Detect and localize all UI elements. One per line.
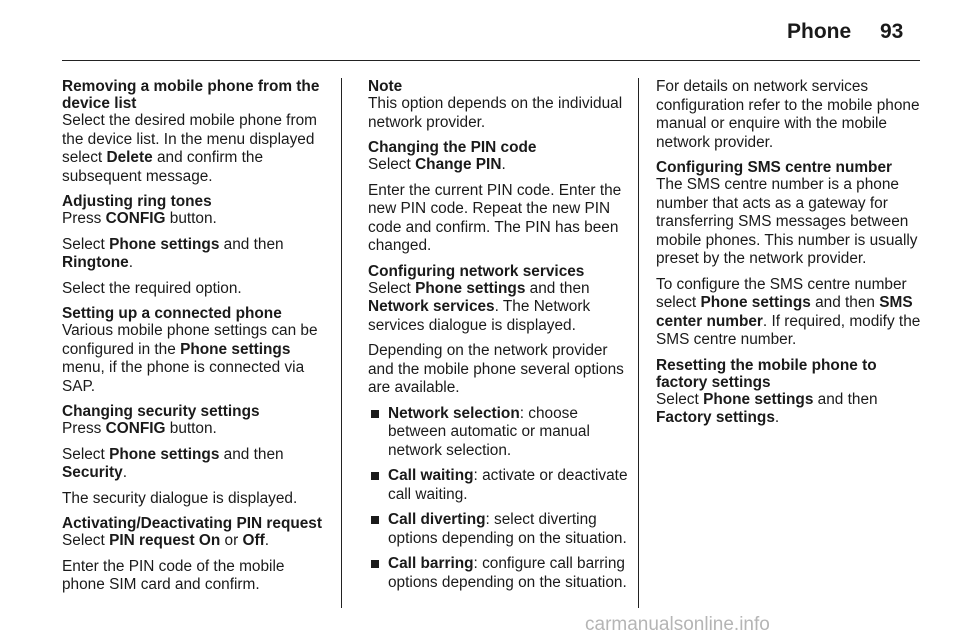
list-item: Network selection: choose between automatic or manual network selection. bbox=[368, 405, 633, 461]
paragraph: Press CONFIG button. bbox=[62, 210, 217, 227]
section-ring-tones bbox=[62, 193, 327, 298]
page-number: 93 bbox=[880, 20, 904, 43]
bullet-square-icon bbox=[371, 516, 379, 524]
column-divider bbox=[341, 78, 342, 608]
section-change-pin bbox=[368, 139, 633, 256]
section-heading: Resetting the mobile phone to factory settings bbox=[656, 356, 877, 391]
paragraph: Select Phone settings and then Security. bbox=[62, 445, 284, 481]
header-rule bbox=[62, 60, 920, 61]
paragraph: To configure the SMS centre number select Phone settings and then SMS center number. If required, modify the SMS centre number. bbox=[656, 275, 921, 348]
note-heading: Note bbox=[368, 78, 403, 95]
paragraph: Select Phone settings and then Ringtone. bbox=[62, 235, 284, 271]
section-heading: Removing a mobile phone from the device list bbox=[62, 78, 320, 112]
options-list bbox=[368, 405, 633, 593]
section-security-settings bbox=[62, 403, 327, 508]
column-1 bbox=[62, 78, 327, 602]
section-connected-phone bbox=[62, 305, 327, 396]
paragraph: Select Phone settings and then Network services. The Network services dialogue is displayed. bbox=[368, 279, 591, 334]
column-3 bbox=[656, 78, 922, 435]
paragraph: Various mobile phone settings can be configured in the Phone settings menu, if the phone is connected via SAP. bbox=[62, 322, 318, 395]
paragraph: The security dialogue is displayed. bbox=[62, 489, 298, 507]
watermark: carmanualsonline.info bbox=[585, 614, 770, 635]
paragraph: The SMS centre number is a phone number that acts as a gateway for transferring SMS messages between mobile phones. This number is usually preset by the network provider. bbox=[656, 176, 918, 267]
list-item: Call waiting: activate or deactivate call waiting. bbox=[368, 467, 633, 504]
section-sms-centre bbox=[656, 159, 922, 350]
section-heading: Setting up a connected phone bbox=[62, 305, 282, 322]
section-heading: Configuring SMS centre number bbox=[656, 159, 892, 176]
section-heading: Changing the PIN code bbox=[368, 139, 537, 156]
section-pin-request bbox=[62, 515, 327, 595]
page-title: Phone bbox=[787, 20, 852, 43]
section-heading: Activating/Deactivating PIN request bbox=[62, 515, 322, 532]
paragraph: For details on network services configuration refer to the mobile phone manual or enquire with the mobile network provider. bbox=[656, 78, 920, 151]
paragraph: Select Change PIN. bbox=[368, 156, 506, 173]
paragraph: Select the required option. bbox=[62, 279, 242, 297]
section-heading: Configuring network services bbox=[368, 262, 585, 280]
list-item: Call diverting: select diverting options depending on the situation. bbox=[368, 511, 633, 548]
paragraph: Press CONFIG button. bbox=[62, 420, 217, 437]
paragraph: Select the desired mobile phone from the device list. In the menu displayed select Delete and confirm the subsequent message. bbox=[62, 112, 317, 185]
section-heading: Adjusting ring tones bbox=[62, 193, 212, 210]
bullet-square-icon bbox=[371, 560, 379, 568]
paragraph: Enter the PIN code of the mobile phone SIM card and confirm. bbox=[62, 557, 285, 593]
paragraph: Enter the current PIN code. Enter the new PIN code. Repeat the new PIN code and confirm. The PIN has been changed. bbox=[368, 181, 622, 254]
note-text: This option depends on the individual network provider. bbox=[368, 95, 623, 131]
column-divider bbox=[638, 78, 639, 608]
bullet-square-icon bbox=[371, 472, 379, 480]
column-2 bbox=[368, 78, 633, 599]
bullet-square-icon bbox=[371, 410, 379, 418]
page-header bbox=[0, 0, 960, 60]
paragraph: Select PIN request On or Off. bbox=[62, 532, 270, 549]
section-heading: Changing security settings bbox=[62, 403, 260, 420]
section-network-services bbox=[368, 263, 633, 593]
list-item: Call barring: configure call barring options depending on the situation. bbox=[368, 555, 633, 592]
paragraph: Depending on the network provider and the mobile phone several options are available. bbox=[368, 342, 624, 396]
note-box bbox=[368, 78, 633, 132]
paragraph: Select Phone settings and then Factory settings. bbox=[656, 390, 878, 426]
section-factory-reset bbox=[656, 357, 922, 428]
section-removing-phone bbox=[62, 78, 327, 186]
